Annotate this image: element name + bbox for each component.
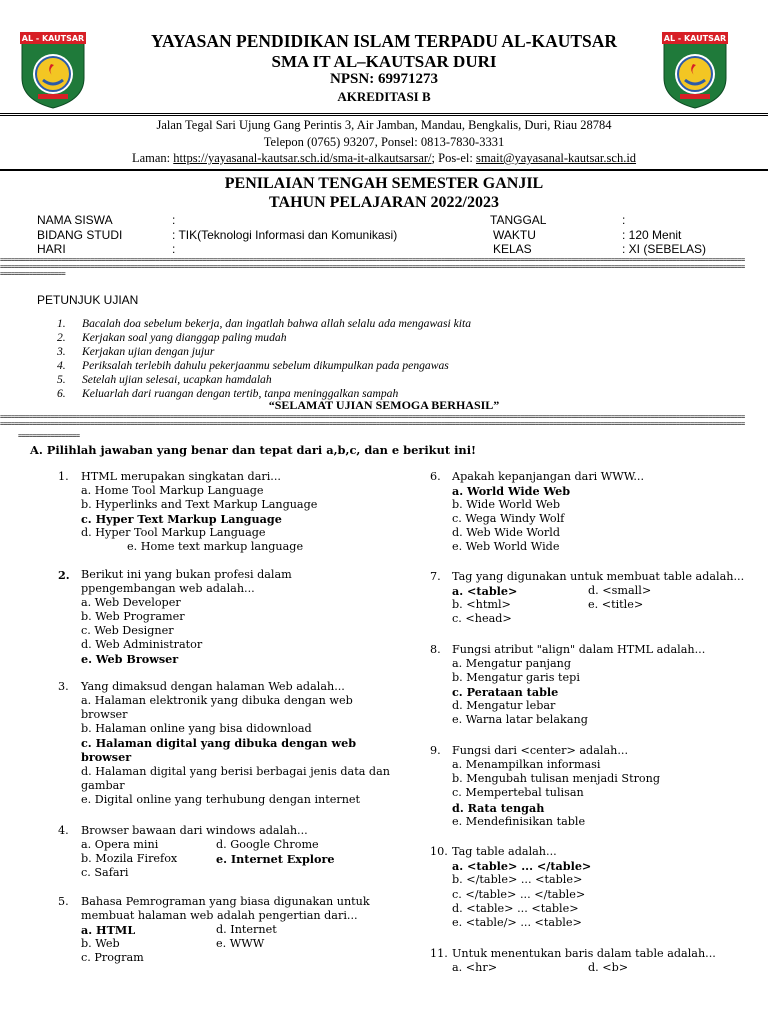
school-contacts	[0, 151, 768, 166]
option-e: e. Mendefinisikan table	[452, 815, 586, 828]
option-d: d. Halaman digital yang berisi berbagai jenis data dan	[81, 765, 390, 778]
question-text: Apakah kepanjangan dari WWW...	[452, 470, 645, 483]
option-b: b. Web Programer	[81, 610, 185, 623]
instruction-number: 5.	[57, 373, 66, 386]
option-e: e. Web Browser	[81, 652, 179, 666]
question-number: 5.	[58, 895, 69, 908]
option-c: c. </table> ... </table>	[452, 888, 586, 901]
option-d: d. <small>	[588, 584, 652, 597]
instruction-text: Kerjakan soal yang dianggap paling mudah	[82, 331, 287, 344]
option-b: b. Hyperlinks and Text Markup Language	[81, 498, 318, 511]
subject-label: BIDANG STUDI	[37, 228, 123, 242]
foundation-name: YAYASAN PENDIDIKAN ISLAM TERPADU AL-KAUTSAR	[150, 31, 618, 51]
question-number: 4.	[58, 824, 69, 837]
question-text: Fungsi atribut "align" dalam HTML adalah...	[452, 643, 706, 656]
option-b: b. Mengubah tulisan menjadi Strong	[452, 772, 661, 785]
question-number: 8.	[430, 643, 441, 656]
website-link[interactable]: https://yayasanal-kautsar.sch.id/sma-it-alkautsarsar/	[173, 151, 432, 165]
option-d: d. Internet	[216, 923, 277, 936]
option-b: b. Mengatur garis tepi	[452, 671, 580, 684]
option-c: c. Hyper Text Markup Language	[81, 512, 282, 526]
option-d: d. Web Wide World	[452, 526, 560, 539]
question-text: Berikut ini yang bukan profesi dalam	[81, 568, 292, 581]
option-b: b. Mozila Firefox	[81, 852, 178, 865]
exam-title: PENILAIAN TENGAH SEMESTER GANJIL	[224, 175, 544, 192]
option-a: a. Home Tool Markup Language	[81, 484, 264, 497]
question-text: ppengembangan web adalah...	[81, 582, 255, 595]
option-c: c. Perataan table	[452, 685, 559, 699]
option-a: a. <table>	[452, 584, 518, 598]
question-text: Yang dimaksud dengan halaman Web adalah...	[81, 680, 345, 693]
question-text: Untuk menentukan baris dalam table adalah...	[452, 947, 716, 960]
option-e: e. Web World Wide	[452, 540, 560, 553]
option-c-cont: browser	[81, 750, 132, 764]
question-text: Browser bawaan dari windows adalah...	[81, 824, 308, 837]
time-label: WAKTU	[493, 228, 536, 242]
email-label: ; Pos-el:	[431, 151, 476, 165]
option-d: d. Web Administrator	[81, 638, 203, 651]
option-d: d. Mengatur lebar	[452, 699, 556, 712]
option-e: e. <title>	[588, 598, 644, 611]
instruction-text: Kerjakan ujian dengan jujur	[82, 345, 215, 358]
option-b: b. Halaman online yang bisa didownload	[81, 722, 312, 735]
option-c: c. Program	[81, 951, 144, 964]
option-a: a. <hr>	[452, 961, 498, 974]
name-label: NAMA SISWA	[37, 213, 113, 227]
instruction-number: 1.	[57, 317, 66, 330]
instruction-text: Setelah ujian selesai, ucapkan hamdalah	[82, 373, 272, 386]
instructions-title: PETUNJUK UJIAN	[37, 293, 139, 307]
closing-greeting: “SELAMAT UJIAN SEMOGA BERHASIL”	[268, 398, 500, 412]
option-a: a. World Wide Web	[452, 484, 571, 498]
option-a: a. Halaman elektronik yang dibuka dengan web	[81, 694, 353, 707]
instruction-text: Periksalah terlebih dahulu pekerjaanmu sebelum dikumpulkan pada pengawas	[82, 359, 449, 372]
option-e: e. Digital online yang terhubung dengan internet	[81, 793, 361, 806]
time-value: : 120 Menit	[622, 228, 682, 242]
school-address: Jalan Tegal Sari Ujung Gang Perintis 3, Air Jamban, Mandau, Bengkalis, Duri, Riau 28784	[156, 118, 612, 132]
logo-text: AL - KAUTSAR	[21, 34, 85, 43]
option-b: b. Web	[81, 937, 120, 950]
question-number: 9.	[430, 744, 441, 757]
option-c: c. Web Designer	[81, 624, 174, 637]
option-d-cont: gambar	[81, 779, 125, 792]
option-e: e. Warna latar belakang	[452, 713, 588, 726]
name-value: :	[172, 213, 176, 227]
class-value: : XI (SEBELAS)	[622, 242, 707, 256]
separator-line: ==============================================================================================================================================================================================================	[0, 257, 745, 264]
question-number: 6.	[430, 470, 441, 483]
instruction-text: Bacalah doa sebelum bekerja, dan ingatlah bahwa allah selalu ada mengawasi kita	[82, 317, 471, 330]
option-a: a. HTML	[81, 923, 136, 937]
date-label: TANGGAL	[490, 213, 547, 227]
question-number: 3.	[58, 680, 69, 693]
web-label: Laman:	[131, 151, 174, 165]
npsn: NPSN: 69971273	[330, 71, 438, 87]
option-a: a. Mengatur panjang	[452, 657, 572, 670]
option-a: a. Web Developer	[81, 596, 181, 609]
separator-line: ==============================================================================================================================================================================================================	[0, 414, 745, 421]
school-name: SMA IT AL–KAUTSAR DURI	[271, 52, 497, 71]
option-c: c. <head>	[452, 612, 512, 625]
separator-line: ==============================================================================================================================================================================================================	[0, 264, 745, 271]
option-d: d. Hyper Tool Markup Language	[81, 526, 266, 539]
option-c: c. Wega Windy Wolf	[452, 512, 565, 525]
option-e: e. Internet Explore	[216, 852, 335, 866]
option-e: e. <table/> ... <table>	[452, 916, 582, 929]
question-number: 1.	[58, 470, 69, 483]
option-d: d. Google Chrome	[216, 838, 319, 851]
question-number: 7.	[430, 570, 441, 583]
instruction-text: Keluarlah dari ruangan dengan tertib, tanpa meninggalkan sampah	[82, 387, 399, 400]
section-a-instruction: A. Pilihlah jawaban yang benar dan tepat dari a,b,c, dan e berikut ini!	[30, 443, 477, 457]
separator-tail: ==================	[0, 271, 66, 278]
email-link[interactable]: smait@yayasanal-kautsar.sch.id	[475, 151, 637, 165]
question-text: HTML merupakan singkatan dari...	[81, 470, 281, 483]
instruction-number: 6.	[57, 387, 66, 400]
option-b: b. </table> ... <table>	[452, 873, 583, 886]
option-d: d. Rata tengah	[452, 801, 545, 815]
date-value: :	[622, 213, 626, 227]
letterhead-divider	[0, 115, 768, 116]
accreditation: AKREDITASI B	[337, 89, 431, 104]
letterhead-divider	[0, 113, 768, 114]
option-d: d. <b>	[588, 961, 629, 974]
question-text: Fungsi dari <center> adalah...	[452, 744, 629, 757]
option-c: c. Halaman digital yang dibuka dengan web	[81, 736, 357, 750]
option-a: a. Menampilkan informasi	[452, 758, 601, 771]
option-e: e. Home text markup language	[127, 540, 304, 553]
option-a: a. <table> ... </table>	[452, 859, 592, 873]
question-number: 2.	[58, 568, 70, 582]
exam-year: TAHUN PELAJARAN 2022/2023	[269, 194, 499, 211]
option-c: c. Safari	[81, 866, 129, 879]
option-c: c. Mempertebal tulisan	[452, 786, 584, 799]
question-number: 11.	[430, 947, 448, 960]
instruction-number: 2.	[57, 331, 66, 344]
school-phone: Telepon (0765) 93207, Ponsel: 0813-7830-3331	[263, 135, 505, 149]
question-text: membuat halaman web adalah pengertian dari...	[81, 909, 358, 922]
option-e: e. WWW	[216, 937, 265, 950]
class-label: KELAS	[493, 242, 532, 256]
letterhead-bottom-divider	[0, 169, 768, 171]
option-b: b. Wide World Web	[452, 498, 560, 511]
logo-text: AL - KAUTSAR	[663, 34, 727, 43]
option-b: b. <html>	[452, 598, 511, 611]
question-text: Tag table adalah...	[452, 845, 557, 858]
day-label: HARI	[37, 242, 66, 256]
question-text: Bahasa Pemrograman yang biasa digunakan untuk	[81, 895, 370, 908]
instruction-number: 3.	[57, 345, 66, 358]
separator-line: ==============================================================================================================================================================================================================	[0, 421, 745, 428]
instruction-number: 4.	[57, 359, 66, 372]
option-a: a. Opera mini	[81, 838, 159, 851]
day-value: :	[172, 242, 176, 256]
question-number: 10.	[430, 845, 448, 858]
subject-value: : TIK(Teknologi Informasi dan Komunikasi)	[172, 228, 398, 242]
option-a-cont: browser	[81, 708, 128, 721]
option-d: d. <table> ... <table>	[452, 902, 579, 915]
question-text: Tag yang digunakan untuk membuat table adalah...	[452, 570, 745, 583]
separator-tail: =================	[18, 433, 80, 440]
